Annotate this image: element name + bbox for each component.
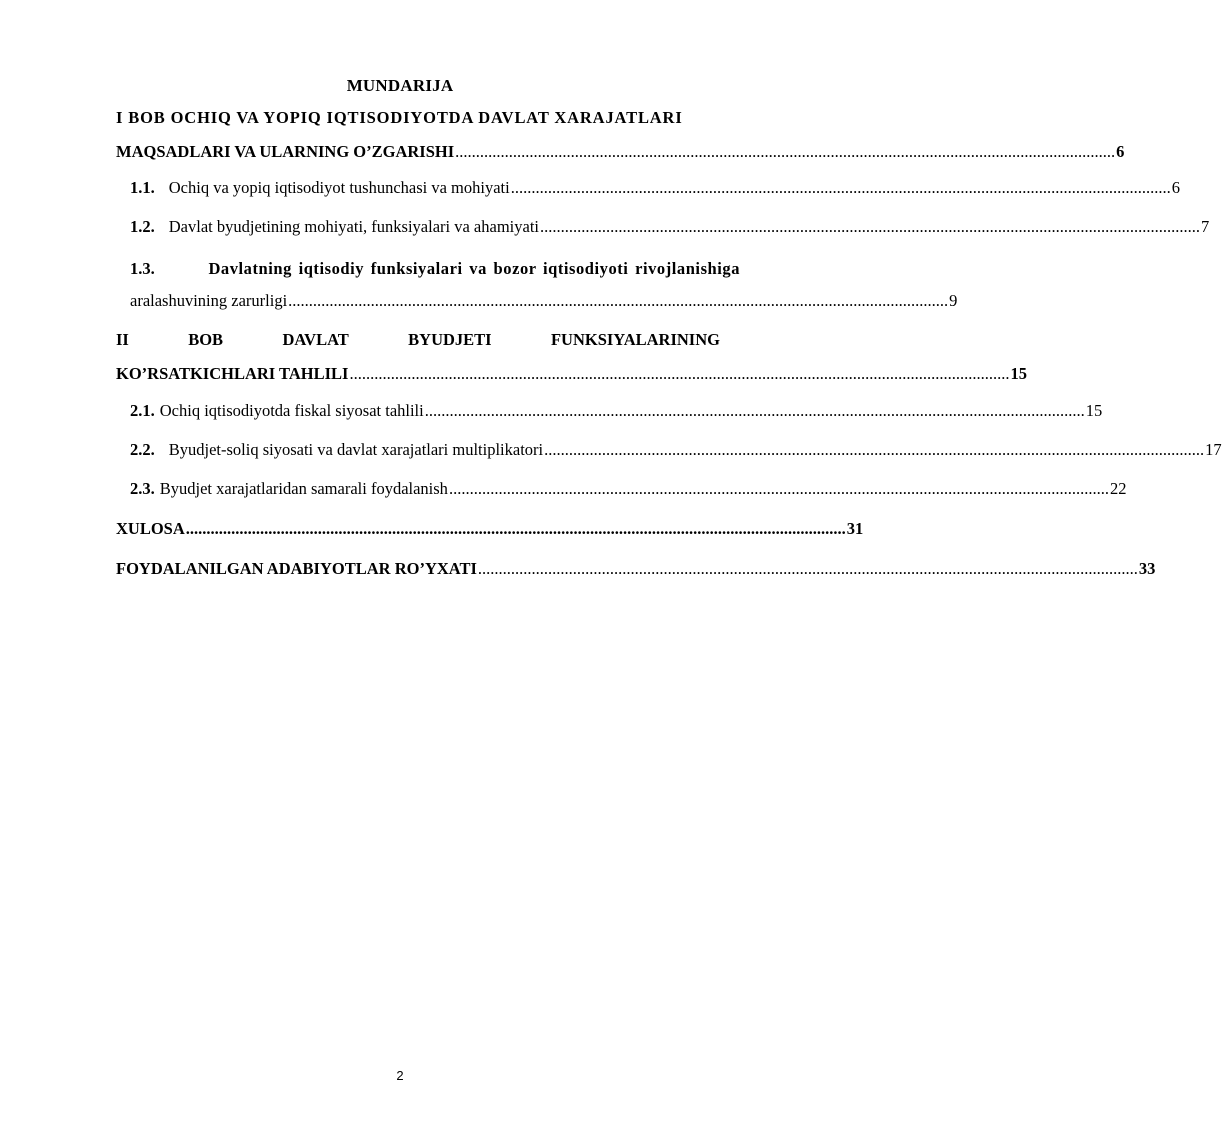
- toc-chapter1-heading: I BOB OCHIQ VA YOPIQ IQTISODIYOTDA DAVLAT XARAJATLARI: [116, 108, 683, 127]
- toc-entry-1-3-line1[interactable]: [130, 258, 740, 280]
- toc-page-number: 9: [949, 291, 958, 310]
- toc-chapter2-line1[interactable]: [116, 329, 720, 351]
- toc-chapter1-line1[interactable]: [116, 107, 740, 129]
- dot-leader: ................................................................................................................................................................: [455, 142, 1116, 161]
- chapter2-word: BYUDJETI: [408, 330, 492, 349]
- chapter2-word: BOB: [188, 330, 224, 349]
- dot-leader: ................................................................................................................................................................: [448, 479, 1109, 498]
- section-number: 1.3.: [130, 259, 155, 278]
- section-number: 2.1.: [130, 401, 155, 420]
- section-number: 1.2.: [130, 217, 155, 236]
- toc-page-number: 7: [1201, 217, 1210, 236]
- conclusion-title: XULOSA: [116, 519, 185, 538]
- dot-leader: ................................................................................................................................................................: [288, 291, 949, 310]
- toc-page-number: 15: [1085, 401, 1103, 420]
- toc-page-number: 6: [1171, 178, 1180, 197]
- dot-leader: ................................................................................................................................................................: [540, 217, 1200, 236]
- toc-page-number: 17: [1205, 440, 1222, 459]
- section-title: Ochiq va yopiq iqtisodiyot tushunchasi va mohiyati: [168, 178, 510, 197]
- dot-leader: ................................................................................................................................................................: [477, 559, 1138, 578]
- section-title: Ochiq iqtisodiyotda fiskal siyosat tahlili: [159, 401, 424, 420]
- section-number: 2.2.: [130, 440, 155, 459]
- toc-chapter2-line2[interactable]: [116, 363, 1027, 385]
- section-title: Davlat byudjetining mohiyati, funksiyalari va ahamiyati: [168, 217, 539, 236]
- toc-entry-2-3[interactable]: [130, 478, 1127, 500]
- chapter2-word: II: [116, 330, 129, 349]
- toc-entry-2-2[interactable]: [130, 439, 1222, 461]
- toc-entry-1-2[interactable]: [130, 216, 1210, 238]
- chapter2-word: FUNKSIYALARINING: [550, 330, 720, 349]
- toc-chapter1-heading-cont: MAQSADLARI VA ULARNING O’ZGARISHI: [116, 142, 455, 161]
- toc-entry-1-3-line2[interactable]: [130, 290, 958, 312]
- toc-entry-2-1[interactable]: [130, 400, 1103, 422]
- toc-conclusion[interactable]: [116, 518, 864, 540]
- toc-page-number: 31: [846, 519, 864, 538]
- toc-entry-1-1[interactable]: [130, 177, 1180, 199]
- toc-page-number: 15: [1010, 364, 1027, 383]
- toc-references[interactable]: [116, 558, 1156, 580]
- section-number: 1.1.: [130, 178, 155, 197]
- references-title: FOYDALANILGAN ADABIYOTLAR RO’YXATI: [116, 559, 477, 578]
- toc-page-number: 6: [1116, 142, 1125, 161]
- page-number: 2: [396, 1068, 404, 1083]
- dot-leader: ................................................................................................................................................................: [424, 401, 1085, 420]
- section-number: 2.3.: [130, 479, 155, 498]
- section-title: Byudjet-soliq siyosati va davlat xarajatlari multiplikatori: [168, 440, 544, 459]
- toc-page-number: 22: [1109, 479, 1127, 498]
- dot-leader: ................................................................................................................................................................: [349, 364, 1010, 383]
- section-title: Davlatning iqtisodiy funksiyalari va bozor iqtisodiyoti rivojlanishiga: [208, 259, 740, 278]
- dot-leader: ................................................................................................................................................................: [510, 178, 1171, 197]
- toc-title: MUNDARIJA: [346, 76, 454, 95]
- toc-chapter1-line2[interactable]: [116, 141, 1125, 163]
- toc-page-number: 33: [1138, 559, 1156, 578]
- chapter2-word: DAVLAT: [282, 330, 349, 349]
- section-title: Byudjet xarajatlaridan samarali foydalanish: [159, 479, 448, 498]
- dot-leader: ................................................................................................................................................................: [544, 440, 1205, 459]
- section-title-cont: aralashuvining zarurligi: [130, 291, 288, 310]
- dot-leader: ................................................................................................................................................................: [185, 519, 846, 538]
- toc-chapter2-heading-cont: KO’RSATKICHLARI TAHLILI: [116, 364, 349, 383]
